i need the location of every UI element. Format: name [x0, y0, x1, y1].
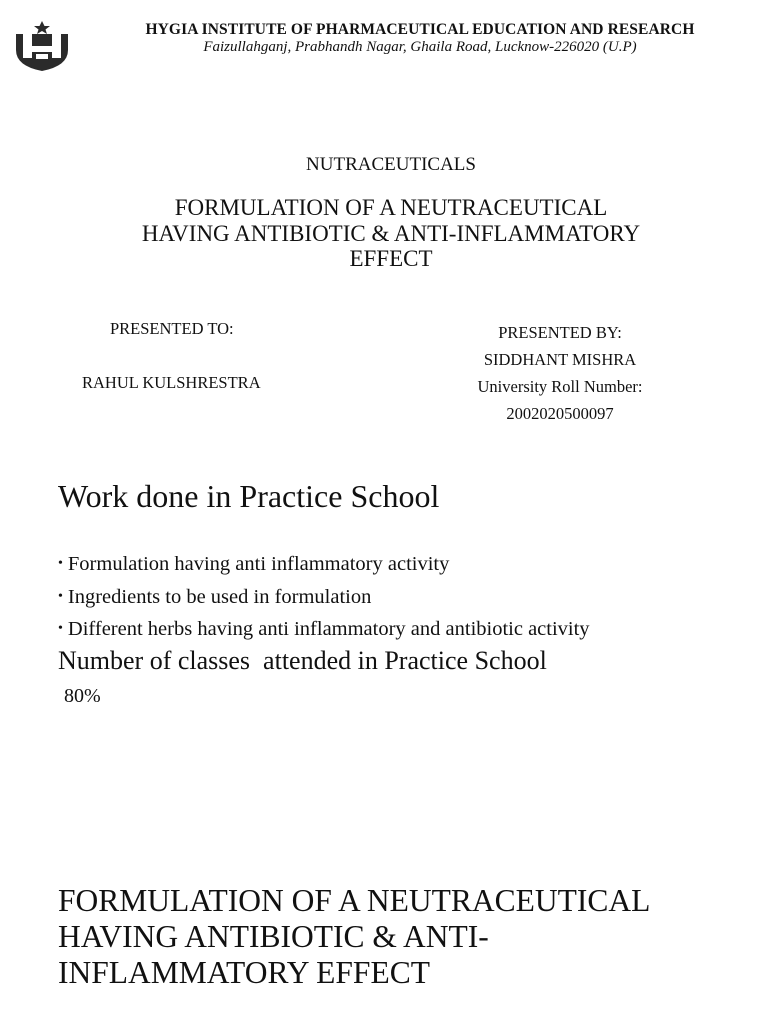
bullet-icon: •: [58, 588, 63, 604]
presented-to-name: RAHUL KULSHRESTRA: [82, 373, 261, 392]
roll-number-label: University Roll Number:: [477, 377, 643, 396]
presenter-name: SIDDHANT MISHRA: [483, 350, 637, 369]
subject-title: NUTRACEUTICALS: [306, 154, 476, 175]
presentation-title: [90, 195, 692, 272]
roll-number: 2002020500097: [506, 404, 614, 423]
presentation-title-line: FORMULATION OF A NEUTRACEUTICAL: [174, 195, 608, 220]
classes-attended-heading: Number of classes attended in Practice School: [58, 646, 547, 675]
classes-attended-value: 80%: [64, 685, 101, 707]
list-item: [58, 548, 590, 581]
next-slide-title-line: INFLAMMATORY EFFECT: [58, 955, 430, 990]
next-slide-title-line: HAVING ANTIBIOTIC & ANTI-: [58, 919, 489, 954]
presented-by-label: PRESENTED BY:: [498, 323, 622, 342]
list-item: [58, 613, 590, 646]
institute-shield-logo-icon: [14, 20, 70, 72]
list-item: [58, 581, 590, 614]
list-item-text: Ingredients to be used in formulation: [67, 585, 372, 608]
list-item-text: Different herbs having anti inflammatory and antibiotic activity: [67, 618, 590, 640]
bullet-icon: •: [58, 621, 63, 636]
bullet-icon: •: [58, 556, 63, 571]
work-done-list: [58, 548, 590, 646]
next-slide-title: [58, 883, 718, 991]
institute-name: HYGIA INSTITUTE OF PHARMACEUTICAL EDUCATION AND RESEARCH: [145, 21, 695, 38]
presentation-title-line: EFFECT: [349, 246, 433, 271]
presented-by-block: [440, 319, 680, 427]
institute-address: Faizullahganj, Prabhandh Nagar, Ghaila Road, Lucknow-226020 (U.P): [203, 39, 637, 55]
next-slide-title-line: FORMULATION OF A NEUTRACEUTICAL: [58, 883, 651, 918]
presentation-title-line: HAVING ANTIBIOTIC & ANTI-INFLAMMATORY: [141, 220, 641, 246]
work-done-heading: Work done in Practice School: [58, 478, 440, 514]
list-item-text: Formulation having anti inflammatory activity: [67, 553, 450, 575]
presented-to-label: PRESENTED TO:: [110, 319, 234, 338]
